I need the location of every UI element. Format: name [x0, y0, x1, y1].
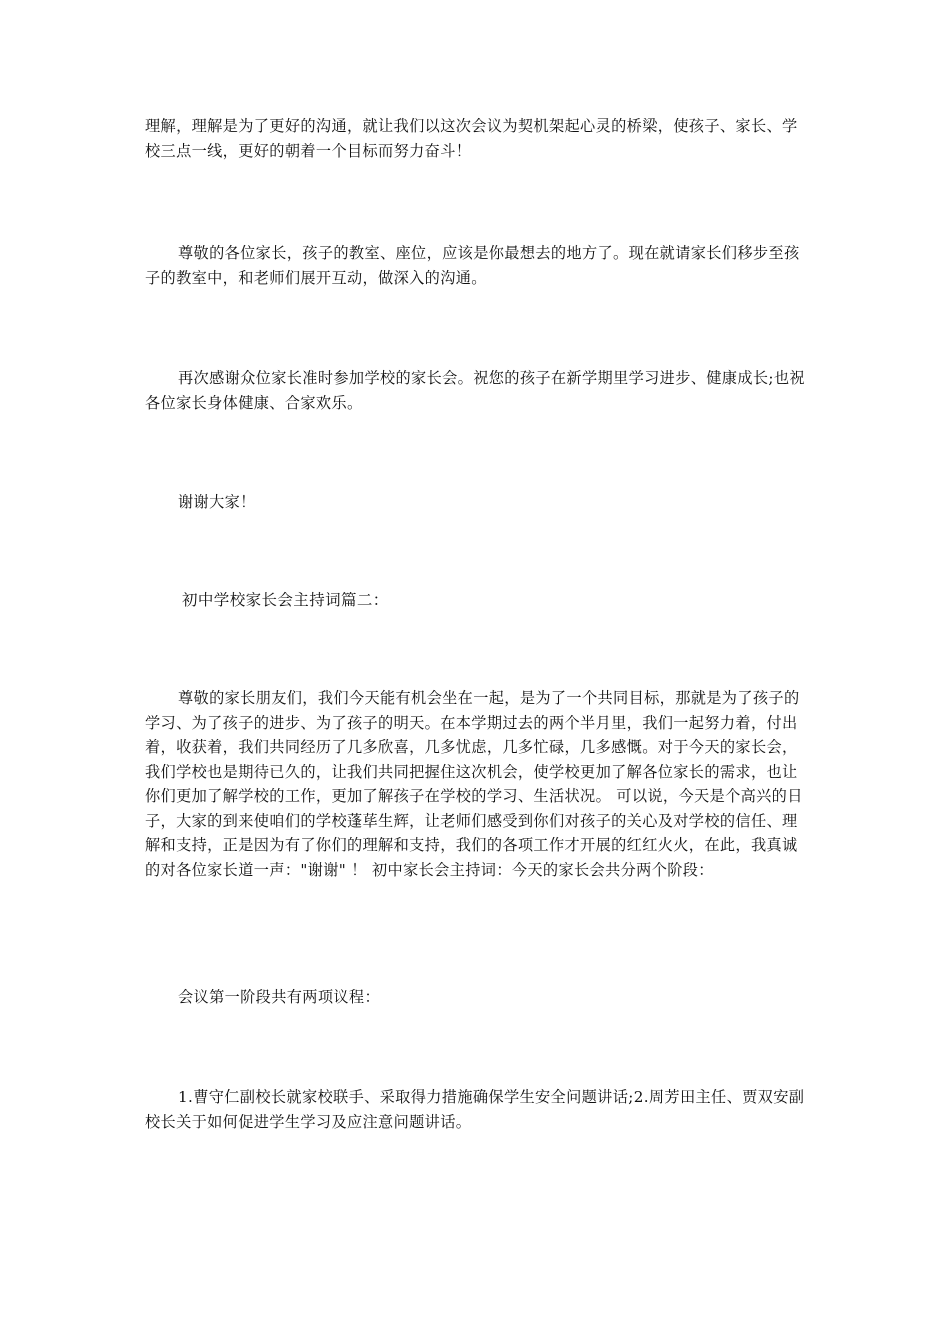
paragraph-thanks-parents: 再次感谢众位家长准时参加学校的家长会。祝您的孩子在新学期里学习进步、健康成长;也祝各位家长身体健康、合家欢乐。	[145, 369, 805, 412]
paragraph-thank-you: 谢谢大家！	[178, 493, 256, 511]
paragraph-closing-understanding: 理解，理解是为了更好的沟通，就让我们以这次会议为契机架起心灵的桥梁，使孩子、家长、学校三点一线，更好的朝着一个目标而努力奋斗！	[145, 117, 798, 160]
paragraph-agenda-items: 1.曹守仁副校长就家校联手、采取得力措施确保学生安全问题讲话;2.周芳田主任、贾双安副校长关于如何促进学生学习及应注意问题讲话。	[145, 1088, 805, 1131]
paragraph-opening-speech: 尊敬的家长朋友们，我们今天能有机会坐在一起，是为了一个共同目标，那就是为了孩子的学习、为了孩子的进步、为了孩子的明天。在本学期过去的两个半月里，我们一起努力着，付出着，收获着，我们共同经历了几多欣喜，几多忧虑，几多忙碌，几多感慨。对于今天的家长会，我们学校也是期待已久的，让我们共同把握住这次机会，使学校更加了解各位家长的需求，也让你们更加了解学校的工作，更加了解孩子在学校的学习、生活状况。 可以说，今天是个高兴的日子，大家的到来使咱们的学校蓬荜生辉，让老师们感受到你们对孩子的关心及对学校的信任、理解和支持，正是因为有了你们的理解和支持，我们的各项工作才开展的红红火火，在此，我真诚的对各位家长道一声："谢谢" ！ 初中家长会主持词：今天的家长会共分两个阶段：	[145, 689, 803, 879]
paragraph-agenda-intro: 会议第一阶段共有两项议程：	[178, 988, 380, 1006]
paragraph-classroom-visit: 尊敬的各位家长，孩子的教室、座位，应该是你最想去的地方了。现在就请家长们移步至孩子的教室中，和老师们展开互动，做深入的沟通。	[145, 244, 800, 287]
section-heading-part-two: 初中学校家长会主持词篇二：	[182, 591, 389, 609]
